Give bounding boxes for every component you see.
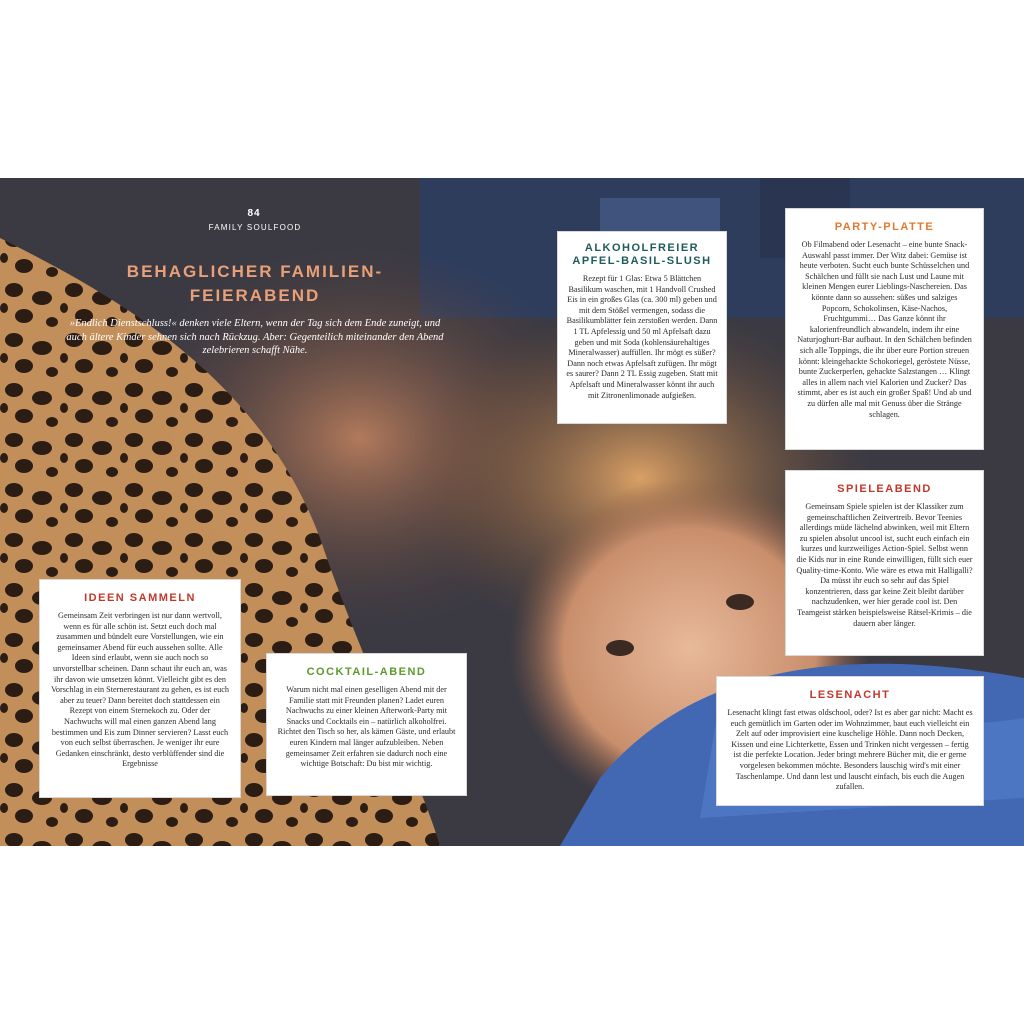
slush-title	[566, 242, 718, 268]
tip-box-spieleabend	[785, 470, 984, 656]
slush-title-line-2: APFEL-BASIL-SLUSH	[572, 255, 712, 267]
page-title-line-1: BEHAGLICHER FAMILIEN-	[126, 262, 384, 281]
tip-box-ideen-sammeln	[39, 579, 241, 798]
tip-box-lesenacht	[716, 676, 984, 806]
party-title: PARTY-PLATTE	[834, 221, 935, 233]
cocktail-title: COCKTAIL-ABEND	[306, 666, 427, 678]
slush-text: Rezept für 1 Glas: Etwa 5 Blättchen Basilikum waschen, mit 1 Handvoll Crushed Eis in ein großes Glas (ca. 300 ml) geben und mit dem Stößel vermengen, sodass die Basilikumblätter fein zerstoßen werden. Dann 1 TL Apfelessig und 50 ml Apfelsaft dazu geben und mit Soda (kohlensäurehaltiges Mineralwasser) auffüllen. Ihr mögt es süßer? Dann noch etwas Apfelsaft zufügen. Ihr mögt es saurer? Dann 2 TL Essig zugeben. Statt mit Apfelsaft und Mineralwasser könnt ihr auch mit Zitronenlimonade aufgießen.	[566, 274, 718, 400]
section-label: FAMILY SOULFOOD	[208, 223, 302, 232]
party-text: Ob Filmabend oder Lesenacht – eine bunte Snack-Auswahl passt immer. Der Witz dabei: Gemüse ist heute verboten. Sucht euch bunte Schüsselchen und Schälchen und füllt sie nach Lust und Laune mit kleinen Mengen eurer Lieblings-Naschereien. Das könnte dann so aussehen: süßes und salziges Popcorn, Schokolinsen, Käse-Nachos, Fruchtgummi… Das Ganze könnt ihr kalorienfreundlich abwandeln, indem ihr eine Naturjoghurt-Bar aufbaut. In den Schälchen befinden sich alle Toppings, die ihr über eure Portion streuen könnt: kleingehackte Schokoriegel, geröstete Nüsse, bunte Zuckerperlen, gehackte Salzstangen … Klingt alles in allem nach viel Kalorien und Zucker? Das stimmt, aber es ist auch ein großer Spaß! Und ab und zu dürfen alle mal mit Genuss über die Stränge schlagen.	[797, 240, 972, 419]
cocktail-text: Warum nicht mal einen geselligen Abend mit der Familie statt mit Freunden planen? Ladet euren Nachwuchs zu einer kleinen Afterwork-Party mit Snacks und Cocktails ein – natürlich alkoholfrei. Richtet den Tisch so her, als kämen Gäste, und erlaubt euren Kindern mal länger aufzubleiben. Neben gemeinsamer Zeit erfahren sie dadurch noch eine wichtige Botschaft: Du bist mir wichtig.	[277, 685, 456, 769]
page-title-line-2: FEIERABEND	[189, 286, 321, 305]
intro-text: »Endlich Dienstschluss!« denken viele Eltern, wenn der Tag sich dem Ende zuneigt, und auch ältere Kinder sehnen sich nach Rückzug. Aber: Gegenteilich miteinander den Abend zelebrieren schafft Nähe.	[66, 318, 444, 356]
page-title	[100, 260, 410, 308]
lese-title: LESENACHT	[809, 689, 891, 701]
tip-box-party-platte	[785, 208, 984, 450]
ideen-text: Gemeinsam Zeit verbringen ist nur dann wertvoll, wenn es für alle schön ist. Setzt euch doch mal zusammen und bündelt eure Vorstellungen, wie ein gemeinsamer Abend für euch aussehen sollte. Alle Ideen sind erlaubt, wenn sie auch noch so unvorstellbar scheinen. Dann schaut ihr euch an, was ihr davon wie umsetzen könnt. Vielleicht gibt es den Vorschlag in ein Sternerestaurant zu gehen, es ist euch aber zu teuer? Dann bereitet doch stattdessen ein Rezept von einem Sternekoch zu. Oder der Nachwuchs will mal einen ganzen Abend lang bestimmen und Eis zum Dinner servieren? Lasst euch von euch selbst überraschen. Je weniger ihr eure Gedanken einschränkt, desto verblüffender sind die Ergebnisse	[51, 611, 229, 769]
magazine-spread	[0, 178, 1024, 846]
lese-text: Lesenacht klingt fast etwas oldschool, oder? Ist es aber gar nicht: Macht es euch gemütlich im Garten oder im Wohnzimmer, baut euch vielleicht ein Zelt auf oder improvisiert eine kuschelige Höhle. Dann noch Decken, Kissen und eine Lichterkette, Essen und Trinken nicht vergessen – fertig ist die perfekte Location. Jeder bringt mehrere Bücher mit, die er gerne vorgelesen bekommen möchte. Besonders lauschig wird's mit einer Taschenlampe. Und dann lest und lauscht einfach, bis euch die Augen zufallen.	[727, 708, 973, 792]
page-number: 84	[247, 208, 261, 219]
recipe-box-slush	[557, 231, 727, 424]
slush-title-line-1: ALKOHOLFREIER	[584, 242, 700, 254]
ideen-title: IDEEN SAMMELN	[84, 592, 196, 604]
spiele-title: SPIELEABEND	[837, 483, 932, 495]
spiele-text: Gemeinsam Spiele spielen ist der Klassiker zum gemeinschaftlichen Zeitvertreib. Bevor Teenies allerdings müde lächelnd abwinken, weil mit Eltern zu spielen absolut uncool ist, sucht euch einfach ein kurzes und kurzweiliges Action-Spiel. Selbst wenn die Kids nur in eine Runde einwilligen, füllt sich euer Quality-time-Konto. Wie wäre es etwa mit Halligalli? Da müsst ihr euch so sehr auf das Spiel konzentrieren, dass gar keine Zeit bleibt darüber nachzudenken, wer hier gerade cool ist. Den Teamgeist stärken beispielsweise Rätsel-Krimis – die dauern aber länger.	[796, 502, 973, 628]
tip-box-cocktail-abend	[266, 653, 467, 796]
